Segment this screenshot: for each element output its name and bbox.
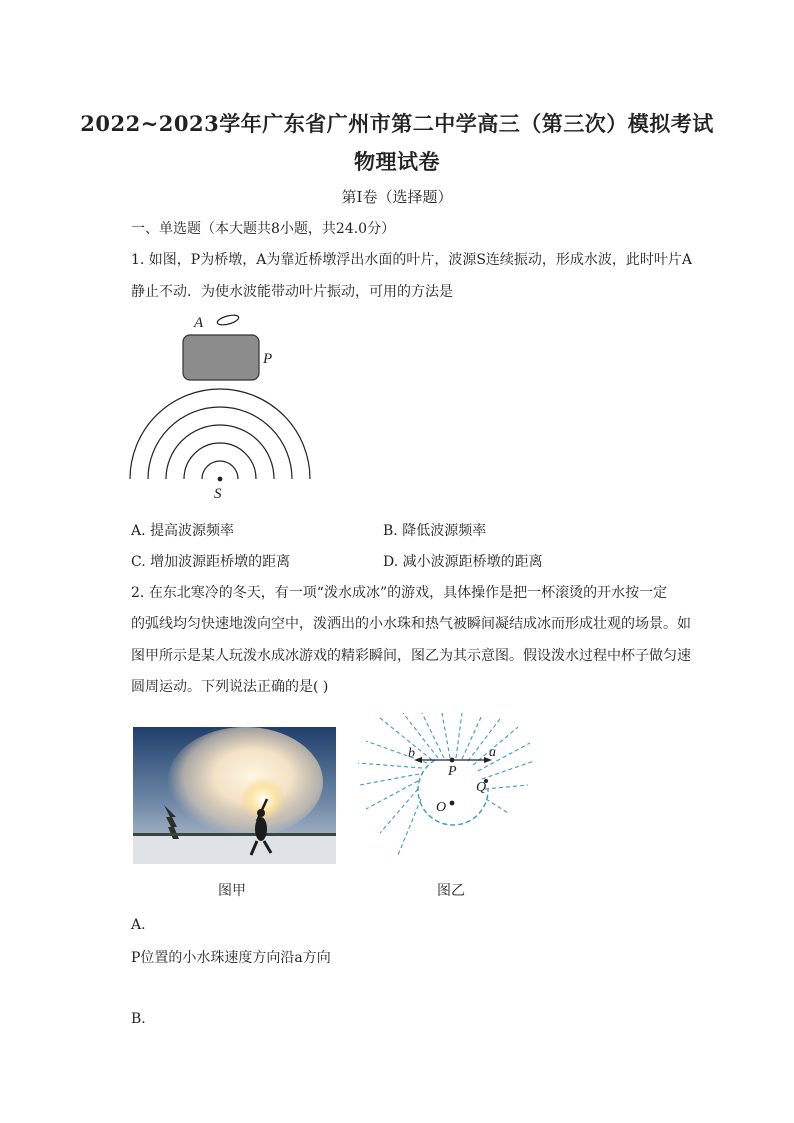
- pier-label: P: [263, 351, 273, 367]
- q2-stem-line3: 图甲所示是某人玩泼水成冰游戏的精彩瞬间，图乙为其示意图。假设泼水过程中杯子做匀速: [131, 648, 691, 664]
- q2-option-a-text[interactable]: P位置的小水珠速度方向沿a方向: [131, 950, 331, 966]
- label-a: a: [489, 745, 496, 760]
- q2-stem-line4: 圆周运动。下列说法正确的是( ): [131, 679, 329, 695]
- exam-subject: 物理试卷: [354, 149, 440, 174]
- caption-figure-yi: 图乙: [437, 883, 465, 899]
- point-p: [450, 758, 455, 763]
- label-q: Q: [476, 780, 487, 795]
- q1-option-c[interactable]: C. 增加波源距桥墩的距离: [131, 554, 291, 570]
- arrow-b: [414, 757, 422, 763]
- section-heading: 一、单选题（本大题共8小题，共24.0分）: [131, 221, 396, 237]
- label-o: O: [436, 800, 447, 815]
- exam-title: 2022~2023学年广东省广州市第二中学高三（第三次）模拟考试: [80, 111, 714, 136]
- q1-stem-line1: 1. 如图，P为桥墩，A为靠近桥墩浮出水面的叶片，波源S连续振动，形成水波，此时叶片A: [131, 252, 693, 268]
- part-label: 第Ⅰ卷（选择题）: [341, 188, 453, 206]
- q2-option-b-letter[interactable]: B.: [131, 1011, 146, 1027]
- caption-figure-jia: 图甲: [218, 883, 246, 899]
- q1-option-a[interactable]: A. 提高波源频率: [131, 523, 235, 539]
- splash-photo: [133, 727, 336, 864]
- source-label: S: [214, 486, 222, 502]
- q2-stem-line2: 的弧线均匀快速地泼向空中，泼洒出的小水珠和热气被瞬间凝结成冰而形成壮观的场景。如: [131, 616, 691, 632]
- q2-option-a-letter[interactable]: A.: [131, 917, 146, 933]
- center-o: [450, 801, 455, 806]
- q1-option-d[interactable]: D. 减小波源距桥墩的距离: [383, 554, 543, 570]
- label-p: P: [448, 764, 457, 779]
- leaf-label: A: [194, 315, 204, 331]
- leaf-shape: [216, 313, 239, 326]
- label-b: b: [408, 746, 415, 761]
- source-dot: [218, 477, 223, 482]
- pier-shape: [183, 335, 259, 380]
- splash-trajectories: [358, 713, 534, 855]
- q1-wave-figure: [120, 305, 320, 505]
- q1-stem-line2: 静止不动．为使水波能带动叶片振动，可用的方法是: [131, 284, 453, 300]
- wave-fronts: [130, 389, 310, 479]
- q2-stem-line1: 2. 在东北寒冷的冬天，有一项“泼水成冰”的游戏，具体操作是把一杯滚烫的开水按一定: [131, 585, 668, 601]
- q1-option-b[interactable]: B. 降低波源频率: [383, 523, 487, 539]
- circular-motion-diagram: [358, 713, 538, 868]
